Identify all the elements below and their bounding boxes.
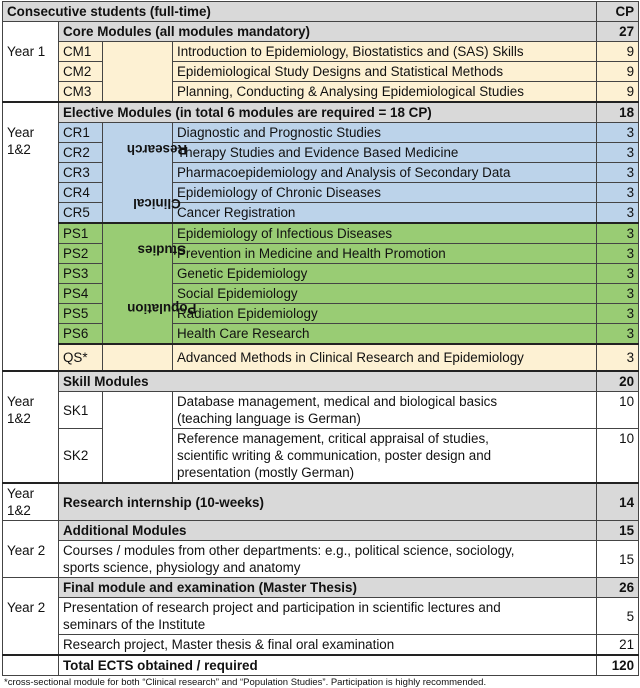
module-code: CM3 [59,82,103,103]
module-cp: 10 [597,392,639,429]
module-code: SK2 [59,429,103,484]
skill-year: Year 1&2 [3,392,59,484]
module-name: Epidemiology of Infectious Diseases [173,223,597,244]
module-name: Pharmacoepidemiology and Analysis of Secondary Data [173,163,597,183]
module-code: CM1 [59,42,103,62]
core-section-title: Core Modules (all modules mandatory) [59,22,597,42]
additional-description: Courses / modules from other departments: e.g., political science, sociology, sports science, physiology and anatomy [59,541,597,578]
additional-cp: 15 [597,541,639,578]
additional-section-header [3,521,639,541]
module-cp: 3 [597,244,639,264]
table-row [3,203,639,224]
module-name: Diagnostic and Prognostic Studies [173,123,597,143]
module-code: CR3 [59,163,103,183]
module-cp: 10 [597,429,639,484]
table-row [3,42,639,62]
table-row [3,284,639,304]
module-cp: 3 [597,143,639,163]
table-row [3,392,639,429]
additional-year: Year 2 [3,541,59,578]
module-code: PS3 [59,264,103,284]
module-name: Radiation Epidemiology [173,304,597,324]
module-code: PS5 [59,304,103,324]
module-cp: 9 [597,62,639,82]
module-code: SK1 [59,392,103,429]
module-code: QS* [59,344,103,371]
final-section-title: Final module and examination (Master Thesis) [59,578,597,598]
table-row [3,541,639,578]
module-cp: 3 [597,344,639,371]
module-cp: 3 [597,163,639,183]
total-title: Total ECTS obtained / required [59,655,597,676]
module-code: PS2 [59,244,103,264]
module-cp: 3 [597,304,639,324]
module-code: CR5 [59,203,103,224]
final-year: Year 2 [3,598,59,656]
table-row [3,264,639,284]
clinical-research-label: ClinicalResearch [103,123,173,224]
table-header-row [3,2,639,22]
table-title: Consecutive students (full-time) [3,2,597,22]
module-name: Therapy Studies and Evidence Based Medicine [173,143,597,163]
module-cp: 9 [597,42,639,62]
module-name: Reference management, critical appraisal of studies, scientific writing & communication, poster design and presentation (mostly German) [173,429,597,484]
table-row [3,183,639,203]
module-cp: 3 [597,183,639,203]
elective-section-cp: 18 [597,102,639,123]
core-section-cp: 27 [597,22,639,42]
module-cp: 3 [597,284,639,304]
table-row [3,429,639,484]
module-name: Health Care Research [173,324,597,345]
module-cp: 3 [597,264,639,284]
skill-section-title: Skill Modules [59,371,597,392]
table-row [3,635,639,656]
table-row [3,344,639,371]
elective-section-title: Elective Modules (in total 6 modules are required = 18 CP) [59,102,597,123]
final-row-1: Presentation of research project and participation in scientific lectures and seminars of the Institute [59,598,597,635]
skill-section-cp: 20 [597,371,639,392]
module-cp: 3 [597,203,639,224]
core-section-header [3,22,639,42]
module-name: Genetic Epidemiology [173,264,597,284]
module-code: CR4 [59,183,103,203]
module-name: Introduction to Epidemiology, Biostatistics and (SAS) Skills [173,42,597,62]
table-row [3,223,639,244]
module-code: CR1 [59,123,103,143]
module-name: Cancer Registration [173,203,597,224]
footnote: *cross-sectional module for both “Clinical research” and “Population Studies”. Participation is highly recommended. [4,677,487,688]
module-cp: 3 [597,123,639,143]
internship-cp: 14 [597,483,639,521]
module-name: Planning, Conducting & Analysing Epidemiological Studies [173,82,597,103]
table-row [3,163,639,183]
module-code: PS1 [59,223,103,244]
elective-section-header [3,102,639,123]
table-row [3,598,639,635]
final-row-2-cp: 21 [597,635,639,656]
additional-section-cp: 15 [597,521,639,541]
internship-title: Research internship (10-weeks) [59,483,597,521]
table-row [3,82,639,103]
module-code: PS6 [59,324,103,345]
table-row [3,304,639,324]
module-code: CM2 [59,62,103,82]
table-row [3,244,639,264]
total-row [3,655,639,676]
module-cp: 3 [597,324,639,345]
module-name: Epidemiological Study Designs and Statistical Methods [173,62,597,82]
module-name: Database management, medical and biological basics (teaching language is German) [173,392,597,429]
table-row [3,324,639,345]
table-row [3,123,639,143]
internship-year: Year 1&2 [3,483,59,521]
table-row [3,62,639,82]
module-name: Epidemiology of Chronic Diseases [173,183,597,203]
module-name: Social Epidemiology [173,284,597,304]
final-row-1-cp: 5 [597,598,639,635]
final-row-2: Research project, Master thesis & final oral examination [59,635,597,656]
skill-section-header [3,371,639,392]
module-code: CR2 [59,143,103,163]
core-year: Year 1 [3,42,59,103]
module-name: Advanced Methods in Clinical Research and Epidemiology [173,344,597,371]
module-name: Prevention in Medicine and Health Promotion [173,244,597,264]
module-cp: 9 [597,82,639,103]
additional-section-title: Additional Modules [59,521,597,541]
cp-header: CP [597,2,639,22]
internship-row [3,483,639,521]
module-cp: 3 [597,223,639,244]
final-section-cp: 26 [597,578,639,598]
population-studies-label: PopulationStudies [103,223,173,344]
final-section-header [3,578,639,598]
curriculum-table [2,1,639,676]
module-code: PS4 [59,284,103,304]
elective-year: Year 1&2 [3,123,59,372]
total-cp: 120 [597,655,639,676]
table-row [3,143,639,163]
